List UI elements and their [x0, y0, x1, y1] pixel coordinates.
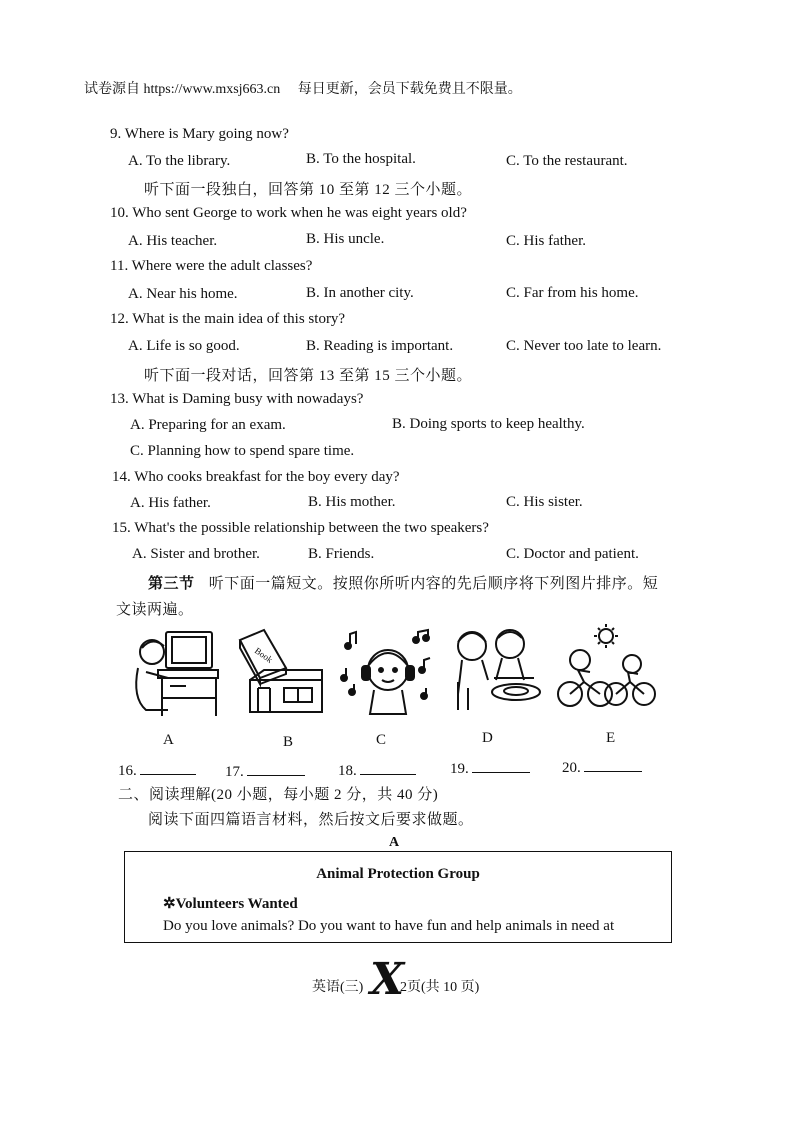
q14-option-c: C. His sister. [506, 494, 583, 510]
answer-16-blank[interactable] [140, 760, 196, 775]
instruction-dialogue: 听下面一段对话，回答第 13 至第 15 三个小题。 [144, 368, 473, 384]
answer-18-number: 18. [338, 763, 357, 779]
answer-20-number: 20. [562, 760, 581, 776]
picture-label-e: E [606, 730, 616, 746]
q9-option-a: A. To the library. [128, 153, 231, 169]
answer-16-number: 16. [118, 763, 137, 779]
source-header [84, 78, 522, 98]
q15-option-c: C. Doctor and patient. [506, 546, 639, 562]
answer-18-blank[interactable] [360, 760, 416, 775]
picture-b-library [234, 626, 330, 718]
notice-title: Animal Protection Group [316, 866, 480, 882]
answer-19-blank[interactable] [472, 758, 530, 773]
question-12: 12. What is the main idea of this story? [110, 311, 346, 327]
q12-option-c: C. Never too late to learn. [506, 338, 662, 354]
question-10: 10. Who sent George to work when he was eight years old? [110, 205, 467, 221]
star-icon: ✲ [163, 896, 176, 912]
footer-left: 英语(三) [312, 980, 364, 995]
q9-option-c: C. To the restaurant. [506, 153, 628, 169]
q13-option-c: C. Planning how to spend spare time. [130, 443, 355, 459]
q12-option-a: A. Life is so good. [128, 338, 240, 354]
question-11: 11. Where were the adult classes? [110, 258, 313, 274]
q15-option-a: A. Sister and brother. [132, 546, 260, 562]
answer-19-number: 19. [450, 761, 469, 777]
q15-option-b: B. Friends. [308, 546, 375, 562]
section3-instruction-cont: 文读两遍。 [116, 602, 194, 618]
q10-option-c: C. His father. [506, 233, 586, 249]
answer-17-blank[interactable] [247, 761, 305, 776]
part2-heading: 二、阅读理解(20 小题，每小题 2 分，共 40 分) [118, 787, 439, 803]
q11-option-c: C. Far from his home. [506, 285, 639, 301]
volunteers-heading [163, 894, 298, 913]
picture-c-music [338, 626, 438, 718]
section3-instruction [148, 572, 658, 593]
answer-18 [338, 760, 416, 780]
footer-right: 2页(共 10 页) [400, 980, 480, 995]
q9-option-b: B. To the hospital. [306, 151, 416, 167]
picture-label-b: B [283, 734, 294, 750]
picture-label-c: C [376, 732, 387, 748]
answer-16 [118, 760, 196, 780]
picture-a-computer [128, 628, 228, 720]
source-text: 试卷源自 https://www.mxsj663.cn [84, 82, 281, 97]
update-note: 每日更新，会员下载免费且不限量。 [297, 82, 522, 97]
question-13: 13. What is Daming busy with nowadays? [110, 391, 364, 407]
picture-label-a: A [163, 732, 174, 748]
answer-17 [225, 761, 305, 781]
passage-letter: A [389, 835, 400, 850]
notice-body: Do you love animals? Do you want to have fun and help animals in need at [163, 918, 615, 934]
q11-option-a: A. Near his home. [128, 286, 238, 302]
q14-option-b: B. His mother. [308, 494, 396, 510]
instruction-monologue: 听下面一段独白，回答第 10 至第 12 三个小题。 [144, 182, 473, 198]
question-9: 9. Where is Mary going now? [110, 126, 289, 142]
page-mark: X [370, 954, 405, 1005]
q11-option-b: B. In another city. [306, 285, 414, 301]
book-label: Book [252, 645, 275, 665]
question-15: 15. What's the possible relationship between the two speakers? [112, 520, 489, 536]
q10-option-b: B. His uncle. [306, 231, 385, 247]
question-14: 14. Who cooks breakfast for the boy every day? [112, 469, 400, 485]
q13-option-b: B. Doing sports to keep healthy. [392, 416, 585, 432]
picture-d-meal [448, 624, 544, 714]
notice-box [124, 851, 672, 943]
answer-20 [562, 757, 642, 777]
picture-e-cycling [554, 622, 658, 712]
q12-option-b: B. Reading is important. [306, 338, 454, 354]
section3-text: 听下面一篇短文。按照你所听内容的先后顺序将下列图片排序。短 [208, 576, 659, 592]
answer-17-number: 17. [225, 764, 244, 780]
section3-label: 第三节 [148, 576, 195, 592]
volunteers-text: Volunteers Wanted [175, 896, 298, 912]
q10-option-a: A. His teacher. [128, 233, 218, 249]
answer-20-blank[interactable] [584, 757, 642, 772]
picture-label-d: D [482, 730, 493, 746]
q13-option-a: A. Preparing for an exam. [130, 417, 286, 433]
answer-19 [450, 758, 530, 778]
part2-instruction: 阅读下面四篇语言材料，然后按文后要求做题。 [148, 812, 474, 828]
q14-option-a: A. His father. [130, 495, 211, 511]
